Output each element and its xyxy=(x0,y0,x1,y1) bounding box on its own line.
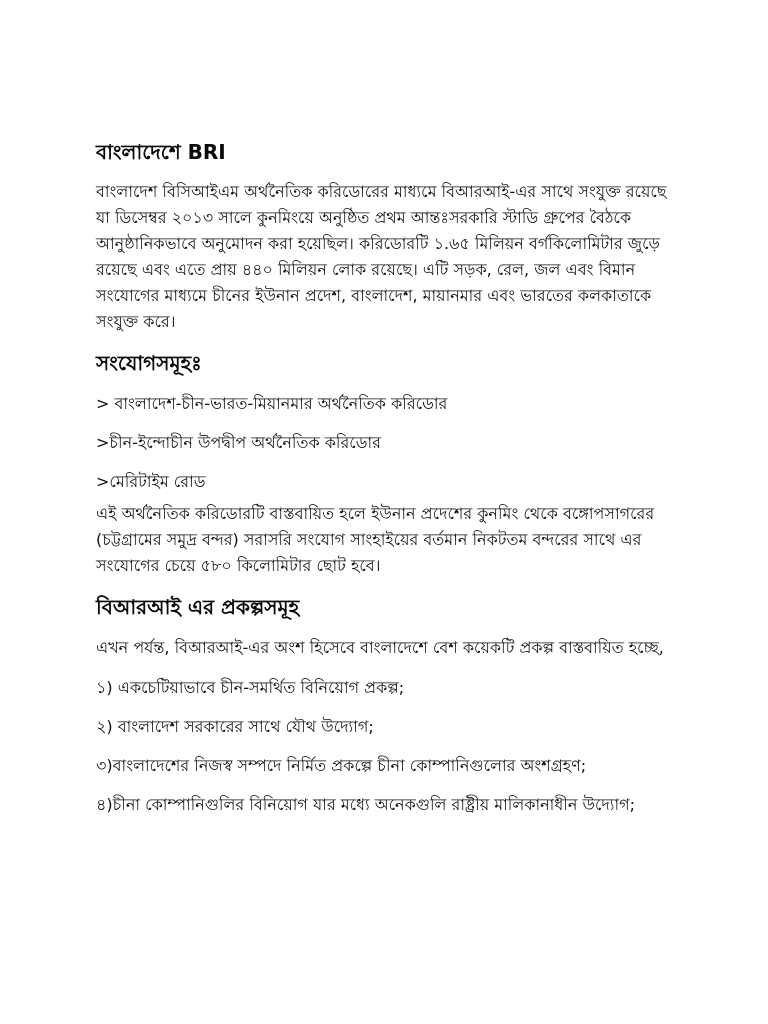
document-page xyxy=(96,138,676,831)
section-heading-bri-projects: বিআরআই এর প্রকল্পসমূহ xyxy=(96,595,300,619)
project-list-item: ৪)চীনা কোম্পানিগুলির বিনিয়োগ যার মধ্যে অনেকগুলি রাষ্ট্রীয় মালিকানাধীন উদ্যোগ; xyxy=(96,795,635,814)
project-list-item: ২) বাংলাদেশ সরকারের সাথে যৌথ উদ্যোগ; xyxy=(96,717,374,736)
project-list-item: ১) একচেটিয়াভাবে চীন-সমর্থিত বিনিয়োগ প্রকল্প; xyxy=(96,678,405,697)
corridor-impact-paragraph: এই অর্থনৈতিক করিডোরটি বাস্তবায়িত হলে ইউনান প্রদেশের কুনমিং থেকে বঙ্গোপসাগরের (চট্টগ্রামের সমুদ্র বন্দর) সরাসরি সংযোগ সাংহাইয়ের বর্তমান নিকটতম বন্দরের সাথে এর সংযোগের চেয়ে ৫৮০ কিলোমিটার ছোট হবে। xyxy=(96,504,655,575)
bcim-corridor-paragraph: বাংলাদেশ বিসিআইএম অর্থনৈতিক করিডোরের মাধ্যমে বিআরআই-এর সাথে সংযুক্ত রয়েছে যা ডিসেম্বর ২০১৩ সালে কুনমিংয়ে অনুষ্ঠিত প্রথম আন্তঃসরকারি স্টাডি গ্রুপের বৈঠকে আনুষ্ঠানিকভাবে অনুমোদন করা হয়েছিল। করিডোরটি ১.৬৫ মিলিয়ন বর্গকিলোমিটার জুড়ে রয়েছে এবং এতে প্রায় ৪৪০ মিলিয়ন লোক রয়েছে। এটি সড়ক, রেল, জল এবং বিমান সংযোগের মাধ্যমে চীনের ইউনান প্রদেশ, বাংলাদেশ, মায়ানমার এবং ভারতের কলকাতাকে সংযুক্ত করে। xyxy=(96,182,667,331)
connection-item: >চীন-ইন্দোচীন উপদ্বীপ অর্থনৈতিক করিডোর xyxy=(96,433,381,452)
projects-intro-paragraph: এখন পর্যন্ত, বিআরআই-এর অংশ হিসেবে বাংলাদেশে বেশ কয়েকটি প্রকল্প বাস্তবায়িত হচ্ছে, xyxy=(96,638,664,657)
project-list-item: ৩)বাংলাদেশের নিজস্ব সম্পদে নির্মিত প্রকল্পে চীনা কোম্পানিগুলোর অংশগ্রহণ; xyxy=(96,756,587,775)
section-heading-bri-bangladesh: বাংলাদেশে BRI xyxy=(96,140,226,164)
section-heading-connections: সংযোগসমূহঃ xyxy=(96,351,202,375)
connection-item: > বাংলাদেশ-চীন-ভারত-মিয়ানমার অর্থনৈতিক করিডোর xyxy=(96,394,448,413)
connection-item: >মেরিটাইম রোড xyxy=(96,472,206,491)
